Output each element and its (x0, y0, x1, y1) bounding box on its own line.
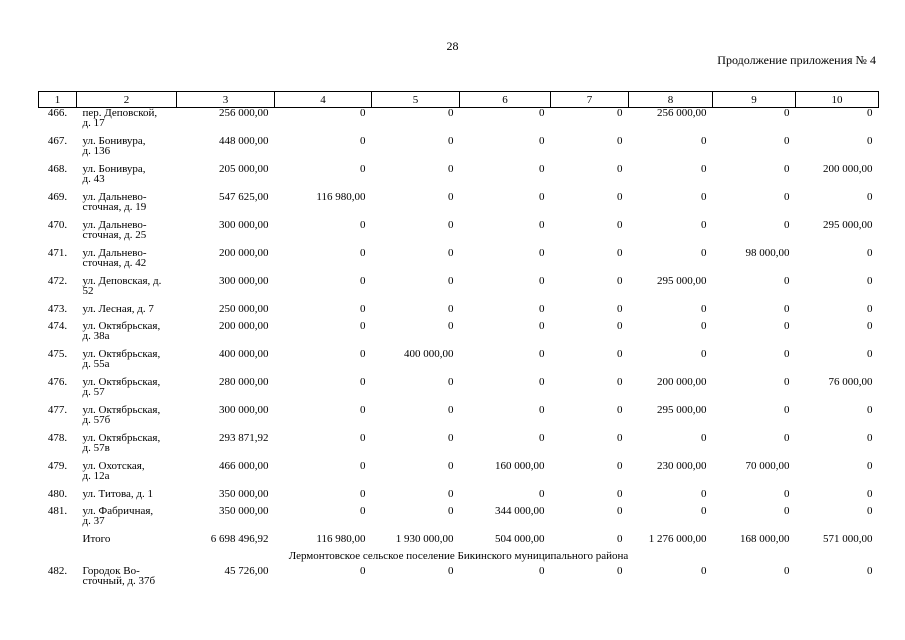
value-cell: 0 (539, 275, 545, 287)
value-cell: 0 (360, 488, 366, 500)
value-cell: 0 (867, 275, 873, 287)
value-cell: 0 (784, 376, 790, 388)
value-cell: 0 (701, 247, 707, 259)
value-cell: 280 000,00 (219, 376, 269, 388)
value-cell: 400 000,00 (404, 348, 454, 360)
value-cell: 0 (617, 565, 623, 577)
value-cell: 0 (701, 303, 707, 315)
address-cell: ул. Дальнево- сточная, д. 42 (82, 247, 147, 269)
value-cell: 0 (701, 191, 707, 203)
value-cell: 70 000,00 (745, 460, 790, 472)
total-value-cell: 6 698 496,92 (210, 533, 269, 545)
address-cell: ул. Лесная, д. 7 (82, 303, 154, 315)
value-cell: 205 000,00 (219, 163, 269, 175)
value-cell: 0 (539, 488, 545, 500)
value-cell: 0 (701, 163, 707, 175)
value-cell: 0 (448, 247, 454, 259)
value-cell: 0 (448, 135, 454, 147)
row-number: 470. (47, 219, 68, 231)
value-cell: 547 625,00 (219, 191, 269, 203)
total-value-cell: 116 980,00 (316, 533, 366, 545)
value-cell: 0 (539, 135, 545, 147)
total-value-cell: 0 (617, 533, 623, 545)
value-cell: 0 (539, 163, 545, 175)
value-cell: 0 (448, 219, 454, 231)
row-number (39, 534, 77, 551)
value-cell: 0 (448, 404, 454, 416)
value-cell: 0 (701, 135, 707, 147)
value-cell: 0 (448, 320, 454, 332)
column-header: 3 (177, 92, 275, 108)
value-cell: 230 000,00 (657, 460, 707, 472)
address-cell: ул. Бонивура, д. 136 (82, 135, 146, 157)
column-header: 6 (460, 92, 551, 108)
row-number: 466. (47, 107, 68, 119)
value-cell: 45 726,00 (224, 565, 269, 577)
address-cell: ул. Фабричная, д. 37 (82, 505, 154, 527)
value-cell: 0 (360, 432, 366, 444)
value-cell: 350 000,00 (219, 505, 269, 517)
table-row (39, 433, 879, 461)
table-row (39, 321, 879, 349)
value-cell: 466 000,00 (219, 460, 269, 472)
value-cell: 0 (784, 191, 790, 203)
value-cell: 0 (867, 488, 873, 500)
table-row (39, 304, 879, 321)
value-cell: 0 (867, 348, 873, 360)
value-cell: 300 000,00 (219, 275, 269, 287)
value-cell: 0 (360, 460, 366, 472)
value-cell: 0 (539, 219, 545, 231)
value-cell: 76 000,00 (828, 376, 873, 388)
value-cell: 0 (784, 432, 790, 444)
value-cell: 0 (448, 275, 454, 287)
value-cell: 0 (617, 163, 623, 175)
column-header: 1 (39, 92, 77, 108)
value-cell: 0 (784, 219, 790, 231)
value-cell: 0 (448, 460, 454, 472)
value-cell: 0 (617, 135, 623, 147)
row-number: 467. (47, 135, 68, 147)
value-cell: 0 (360, 135, 366, 147)
value-cell: 300 000,00 (219, 219, 269, 231)
value-cell: 0 (867, 107, 873, 119)
value-cell: 448 000,00 (219, 135, 269, 147)
value-cell: 0 (784, 348, 790, 360)
table-row (39, 566, 879, 594)
value-cell: 0 (784, 488, 790, 500)
value-cell: 0 (448, 107, 454, 119)
value-cell: 0 (701, 565, 707, 577)
value-cell: 0 (448, 163, 454, 175)
address-cell: ул. Октябрьская, д. 38а (82, 320, 161, 342)
address-cell: ул. Охотская, д. 12а (82, 460, 145, 482)
row-number: 468. (47, 163, 68, 175)
data-table (38, 91, 879, 594)
value-cell: 293 871,92 (219, 432, 269, 444)
value-cell: 0 (867, 565, 873, 577)
value-cell: 0 (701, 432, 707, 444)
value-cell: 0 (617, 219, 623, 231)
section-title: Лермонтовское сельское поселение Бикинского муниципального района (288, 550, 629, 562)
value-cell: 0 (867, 432, 873, 444)
value-cell: 0 (448, 376, 454, 388)
value-cell: 0 (539, 404, 545, 416)
value-cell: 0 (784, 565, 790, 577)
value-cell: 0 (360, 348, 366, 360)
value-cell: 0 (617, 348, 623, 360)
column-header: 8 (629, 92, 713, 108)
column-header: 5 (372, 92, 460, 108)
row-number: 481. (47, 505, 68, 517)
total-value-cell: 1 930 000,00 (395, 533, 454, 545)
value-cell: 295 000,00 (657, 404, 707, 416)
value-cell: 0 (448, 565, 454, 577)
row-number: 471. (47, 247, 68, 259)
value-cell: 0 (539, 348, 545, 360)
value-cell: 0 (867, 320, 873, 332)
address-cell: ул. Октябрьская, д. 55а (82, 348, 161, 370)
column-header: 4 (275, 92, 372, 108)
value-cell: 0 (617, 275, 623, 287)
total-value-cell: 168 000,00 (740, 533, 790, 545)
value-cell: 0 (360, 275, 366, 287)
value-cell: 200 000,00 (219, 320, 269, 332)
value-cell: 0 (867, 404, 873, 416)
value-cell: 350 000,00 (219, 488, 269, 500)
value-cell: 0 (784, 275, 790, 287)
total-row (39, 534, 879, 551)
value-cell: 0 (539, 320, 545, 332)
value-cell: 0 (360, 247, 366, 259)
value-cell: 0 (617, 505, 623, 517)
table-row (39, 220, 879, 248)
value-cell: 160 000,00 (495, 460, 545, 472)
row-number: 482. (47, 565, 68, 577)
value-cell: 0 (617, 460, 623, 472)
value-cell: 0 (448, 432, 454, 444)
column-header: 7 (551, 92, 629, 108)
value-cell: 295 000,00 (823, 219, 873, 231)
value-cell: 0 (539, 303, 545, 315)
column-header: 10 (796, 92, 879, 108)
table-row (39, 461, 879, 489)
table-row (39, 489, 879, 506)
value-cell: 0 (784, 320, 790, 332)
row-number: 476. (47, 376, 68, 388)
value-cell: 0 (617, 107, 623, 119)
row-number: 480. (47, 488, 68, 500)
value-cell: 0 (701, 320, 707, 332)
value-cell: 0 (617, 191, 623, 203)
value-cell: 98 000,00 (745, 247, 790, 259)
value-cell: 0 (360, 303, 366, 315)
address-cell: ул. Дальнево- сточная, д. 25 (82, 219, 147, 241)
value-cell: 0 (784, 107, 790, 119)
appendix-continuation-note: Продолжение приложения № 4 (717, 53, 876, 67)
value-cell: 0 (617, 432, 623, 444)
header-row (39, 92, 879, 108)
table-row (39, 108, 879, 137)
value-cell: 0 (701, 348, 707, 360)
address-cell: Городок Во- сточный, д. 37б (82, 565, 156, 587)
value-cell: 0 (617, 488, 623, 500)
value-cell: 0 (360, 565, 366, 577)
value-cell: 0 (360, 320, 366, 332)
value-cell: 0 (784, 505, 790, 517)
value-cell: 0 (360, 505, 366, 517)
value-cell: 116 980,00 (316, 191, 366, 203)
total-value-cell: 504 000,00 (495, 533, 545, 545)
value-cell: 0 (360, 376, 366, 388)
value-cell: 400 000,00 (219, 348, 269, 360)
value-cell: 0 (539, 107, 545, 119)
address-cell: ул. Октябрьская, д. 57в (82, 432, 161, 454)
value-cell: 0 (784, 404, 790, 416)
address-cell: ул. Деповская, д. 52 (82, 275, 162, 297)
total-value-cell: 571 000,00 (823, 533, 873, 545)
value-cell: 0 (701, 505, 707, 517)
value-cell: 0 (360, 107, 366, 119)
value-cell: 200 000,00 (219, 247, 269, 259)
value-cell: 0 (701, 488, 707, 500)
value-cell: 0 (867, 135, 873, 147)
value-cell: 0 (867, 247, 873, 259)
address-cell: ул. Бонивура, д. 43 (82, 163, 146, 185)
address-cell: ул. Дальнево- сточная, д. 19 (82, 191, 147, 213)
value-cell: 0 (448, 191, 454, 203)
page-number: 28 (446, 39, 459, 53)
value-cell: 0 (539, 191, 545, 203)
address-cell: ул. Титова, д. 1 (82, 488, 154, 500)
value-cell: 0 (784, 163, 790, 175)
table-row (39, 377, 879, 405)
table-row (39, 136, 879, 164)
value-cell: 0 (617, 247, 623, 259)
value-cell: 0 (360, 163, 366, 175)
address-cell: пер. Деповской, д. 17 (82, 107, 158, 129)
table-row (39, 276, 879, 304)
table-row (39, 405, 879, 433)
value-cell: 0 (617, 303, 623, 315)
value-cell: 0 (867, 460, 873, 472)
value-cell: 0 (448, 505, 454, 517)
row-number: 473. (47, 303, 68, 315)
value-cell: 295 000,00 (657, 275, 707, 287)
value-cell: 200 000,00 (657, 376, 707, 388)
row-number: 478. (47, 432, 68, 444)
value-cell: 200 000,00 (823, 163, 873, 175)
value-cell: 0 (784, 135, 790, 147)
address-cell: ул. Октябрьская, д. 57 (82, 376, 161, 398)
value-cell: 0 (617, 376, 623, 388)
value-cell: 344 000,00 (495, 505, 545, 517)
table-row (39, 506, 879, 534)
table-row (39, 164, 879, 192)
value-cell: 256 000,00 (657, 107, 707, 119)
value-cell: 0 (539, 376, 545, 388)
value-cell: 0 (617, 320, 623, 332)
section-row (39, 551, 879, 566)
value-cell: 0 (539, 247, 545, 259)
table-row (39, 248, 879, 276)
total-label: Итого (82, 533, 111, 545)
value-cell: 0 (360, 219, 366, 231)
value-cell: 0 (701, 219, 707, 231)
value-cell: 250 000,00 (219, 303, 269, 315)
table-row (39, 349, 879, 377)
row-number: 477. (47, 404, 68, 416)
column-header: 9 (713, 92, 796, 108)
total-value-cell: 1 276 000,00 (648, 533, 707, 545)
value-cell: 0 (784, 303, 790, 315)
value-cell: 0 (867, 505, 873, 517)
column-header: 2 (77, 92, 177, 108)
value-cell: 0 (539, 565, 545, 577)
row-number: 474. (47, 320, 68, 332)
table-row (39, 192, 879, 220)
value-cell: 0 (448, 303, 454, 315)
row-number: 479. (47, 460, 68, 472)
value-cell: 256 000,00 (219, 107, 269, 119)
value-cell: 0 (617, 404, 623, 416)
value-cell: 0 (539, 432, 545, 444)
value-cell: 300 000,00 (219, 404, 269, 416)
address-cell: ул. Октябрьская, д. 57б (82, 404, 161, 426)
value-cell: 0 (360, 404, 366, 416)
value-cell: 0 (867, 191, 873, 203)
value-cell: 0 (448, 488, 454, 500)
row-number: 469. (47, 191, 68, 203)
value-cell: 0 (867, 303, 873, 315)
row-number: 472. (47, 275, 68, 287)
row-number: 475. (47, 348, 68, 360)
